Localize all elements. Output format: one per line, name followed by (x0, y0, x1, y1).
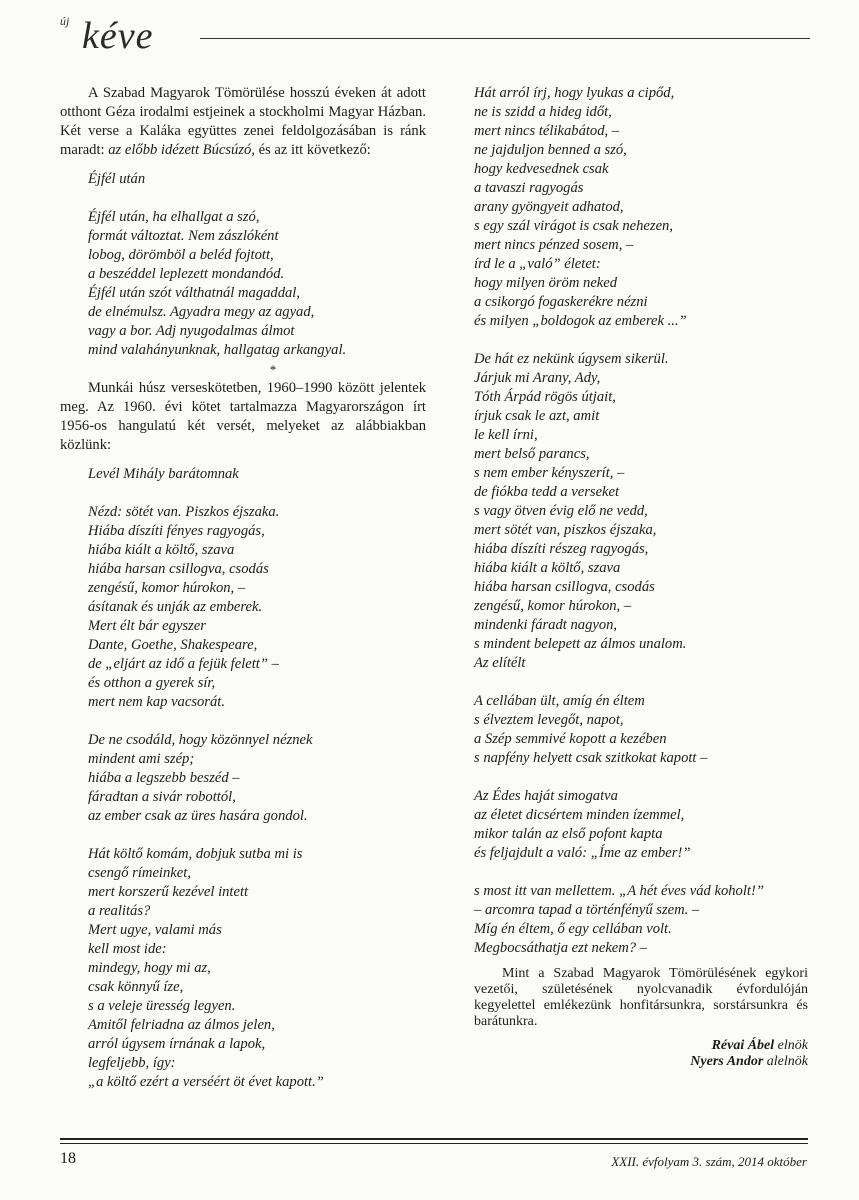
poem-line: az ember csak az üres hasára gondol. (88, 808, 308, 824)
poem-line: Éjfél után szót válthatnál magaddal, (88, 285, 301, 301)
poem-line: a csikorgó fogaskerékre nézni (474, 294, 648, 310)
poem-title: Levél Mihály barátomnak (88, 466, 239, 482)
poem-line: a beszéddel leplezett mondandód. (88, 266, 285, 282)
poem-line: hogy milyen öröm neked (474, 275, 618, 291)
issue-info: XXII. évfolyam 3. szám, 2014 október (611, 1154, 807, 1169)
poem-line: „a költő ezért a verséért öt évet kapott.” (88, 1074, 324, 1090)
middle-paragraph: Munkái húsz verseskötetben, 1960–1990 között jelentek meg. Az 1960. évi kötet tartalmazza Magyarországon írt 1956-os hangulatú két versét, melyeket az alábbiakban közlünk: (60, 380, 426, 453)
poem-line: Az Édes haját simogatva (474, 788, 618, 804)
poem-line: Tóth Árpád rögös útjait, (474, 389, 616, 405)
poem-line: De ne csodáld, hogy közönnyel néznek (88, 732, 313, 748)
poem-line: a tavaszi ragyogás (474, 180, 584, 196)
poem-stanza (474, 882, 808, 958)
poem-level-mihaly (60, 465, 426, 1092)
poem-line: Mert ugye, valami más (88, 922, 222, 938)
signature-president: Révai Ábel elnök (711, 1038, 808, 1053)
poem-line: Éjfél után, ha elhallgat a szó, (88, 209, 260, 225)
masthead-title: kéve (82, 15, 154, 57)
poem-line: csak könnyű íze, (88, 979, 184, 995)
poem-line: Hát arról írj, hogy lyukas a cipőd, (474, 85, 675, 101)
poem-line: s a veleje üresség legyen. (88, 998, 236, 1014)
poem-line: a Szép semmivé kopott a kezében (474, 731, 667, 747)
poem-line: mikor talán az első pofont kapta (474, 826, 663, 842)
page-number: 18 (60, 1150, 76, 1167)
poem-line: ásítanak és unják az emberek. (88, 599, 263, 615)
poem-line: zengésű, komor húrokon, – (88, 580, 246, 596)
poem-line: le kell írni, (474, 427, 538, 443)
poem-line: mert nincs télikabátod, – (474, 123, 620, 139)
poem-line: s most itt van mellettem. „A hét éves vád koholt!” (474, 883, 764, 899)
masthead (60, 14, 810, 57)
masthead-rule (200, 38, 810, 39)
poem-line: s élveztem levegőt, napot, (474, 712, 624, 728)
masthead-small: új (60, 14, 70, 28)
poem-line: A cellában ült, amíg én éltem (474, 693, 645, 709)
poem-line: írjuk csak le azt, amit (474, 408, 600, 424)
poem-line: hiába a legszebb beszéd – (88, 770, 240, 786)
poem-line: hiába díszíti részeg ragyogás, (474, 541, 649, 557)
poem-line: legfeljebb, így: (88, 1055, 176, 1071)
poem-line: csengő rímeinket, (88, 865, 191, 881)
poem-line: arany gyöngyeit adhatod, (474, 199, 624, 215)
poem-line: de fiókba tedd a verseket (474, 484, 620, 500)
poem-stanza (474, 350, 808, 654)
poem-stanza (88, 208, 426, 360)
poem-line: s napfény helyett csak szitkokat kapott – (474, 750, 708, 766)
poem-line: – arcomra tapad a történfényű szem. – (474, 902, 700, 918)
poem-stanza (88, 731, 426, 826)
poem-title: Éjfél után (88, 171, 146, 187)
poem-line: hogy kedvesednek csak (474, 161, 609, 177)
poem-line: Amitől felriadna az álmos jelen, (88, 1017, 275, 1033)
poem-stanza (88, 845, 426, 1092)
poem-line: mindenki fáradt nagyon, (474, 617, 618, 633)
poem-line: mert belső parancs, (474, 446, 590, 462)
right-column (474, 84, 808, 1070)
poem-ejfel-utan (60, 170, 426, 360)
poem-line: Nézd: sötét van. Piszkos éjszaka. (88, 504, 280, 520)
poem-line: Hiába díszíti fényes ragyogás, (88, 523, 265, 539)
signature-vice-president: Nyers Andor alelnök (690, 1054, 808, 1069)
poem-line: Megbocsáthatja ezt nekem? – (474, 940, 648, 956)
poem-line: ne is szidd a hideg időt, (474, 104, 612, 120)
poem-line: mert sötét van, piszkos éjszaka, (474, 522, 657, 538)
poem-line: Járjuk mi Arany, Ady, (474, 370, 601, 386)
poem-line: hiába kiált a költő, szava (474, 560, 621, 576)
poem-line: vagy a bor. Adj nyugodalmas álmot (88, 323, 295, 339)
poem-line: s nem ember kényszerít, – (474, 465, 625, 481)
poem-line: hiába harsan csillogva, csodás (474, 579, 655, 595)
poem-line: és otthon a gyerek sír, (88, 675, 216, 691)
poem-line: az életet dicsértem minden ízemmel, (474, 807, 685, 823)
poem-line: s vagy ötven évig elő ne vedd, (474, 503, 648, 519)
poem-line: Míg én éltem, ő egy cellában volt. (474, 921, 672, 937)
poem-line: mindent ami szép; (88, 751, 195, 767)
section-asterisk: * (269, 362, 277, 377)
poem-line: lobog, dörömböl a beléd fojtott, (88, 247, 274, 263)
poem-line: a realitás? (88, 903, 151, 919)
poem-line: Mert élt bár egyszer (88, 618, 206, 634)
poem-line: kell most ide: (88, 941, 167, 957)
poem-line: Hát költő komám, dobjuk sutba mi is (88, 846, 303, 862)
poem-line: formát változtat. Nem zászlóként (88, 228, 279, 244)
poem-line: zengésű, komor húrokon, – (474, 598, 632, 614)
poem-line: fáradtan a sivár robottól, (88, 789, 236, 805)
footer-rule (60, 1138, 808, 1140)
poem-line: de „eljárt az idő a fejük felett” – (88, 656, 279, 672)
poem-line: hiába harsan csillogva, csodás (88, 561, 269, 577)
left-column (60, 84, 426, 1092)
poem-line: s mindent belepett az álmos unalom. (474, 636, 687, 652)
poem-line: és feljajdult a való: „Íme az ember!” (474, 845, 691, 861)
poem-line: s egy szál virágot is csak nehezen, (474, 218, 674, 234)
poem-line: ne jajduljon benned a szó, (474, 142, 627, 158)
poem-line: mert nincs pénzed sosem, – (474, 237, 634, 253)
poem-line: arról úgysem írnának a lapok, (88, 1036, 266, 1052)
poem-az-elitelt (474, 654, 808, 958)
poem-line: Dante, Goethe, Shakespeare, (88, 637, 258, 653)
poem-line: mindegy, hogy mi az, (88, 960, 211, 976)
poem-stanza (474, 84, 808, 331)
poem-continuation (474, 84, 808, 654)
poem-stanza (88, 503, 426, 712)
poem-line: De hát ez nekünk úgysem sikerül. (474, 351, 669, 367)
poem-line: hiába kiált a költő, szava (88, 542, 235, 558)
poem-stanza (474, 787, 808, 863)
intro-paragraph: A Szabad Magyarok Tömörülése hosszú éveken át adott otthont Géza irodalmi estjeinek a stockholmi Magyar Házban. Két verse a Kaláka együttes zenei feldolgozásában is ránk maradt: az előbb idézett Búcsúzó, és az itt következő: (60, 85, 426, 158)
poem-line: mert nem kap vacsorát. (88, 694, 225, 710)
poem-line: írd le a „való” életet: (474, 256, 601, 272)
poem-stanza (474, 692, 808, 768)
poem-line: és milyen „boldogok az emberek ...” (474, 313, 687, 329)
footer-rule-thin (60, 1143, 808, 1144)
poem-title: Az elítélt (474, 655, 526, 671)
poem-line: mert korszerű kezével intett (88, 884, 249, 900)
poem-line: mind valahányunknak, hallgatag arkangyal. (88, 342, 347, 358)
poem-line: de elnémulsz. Agyadra megy az agyad, (88, 304, 315, 320)
closing-paragraph: Mint a Szabad Magyarok Tömörülésének egykori vezetői, születésének nyolcvanadik évfordulóján kegyelettel emlékezünk honfitársunkra, sorstársunkra és barátunkra. (474, 966, 808, 1029)
